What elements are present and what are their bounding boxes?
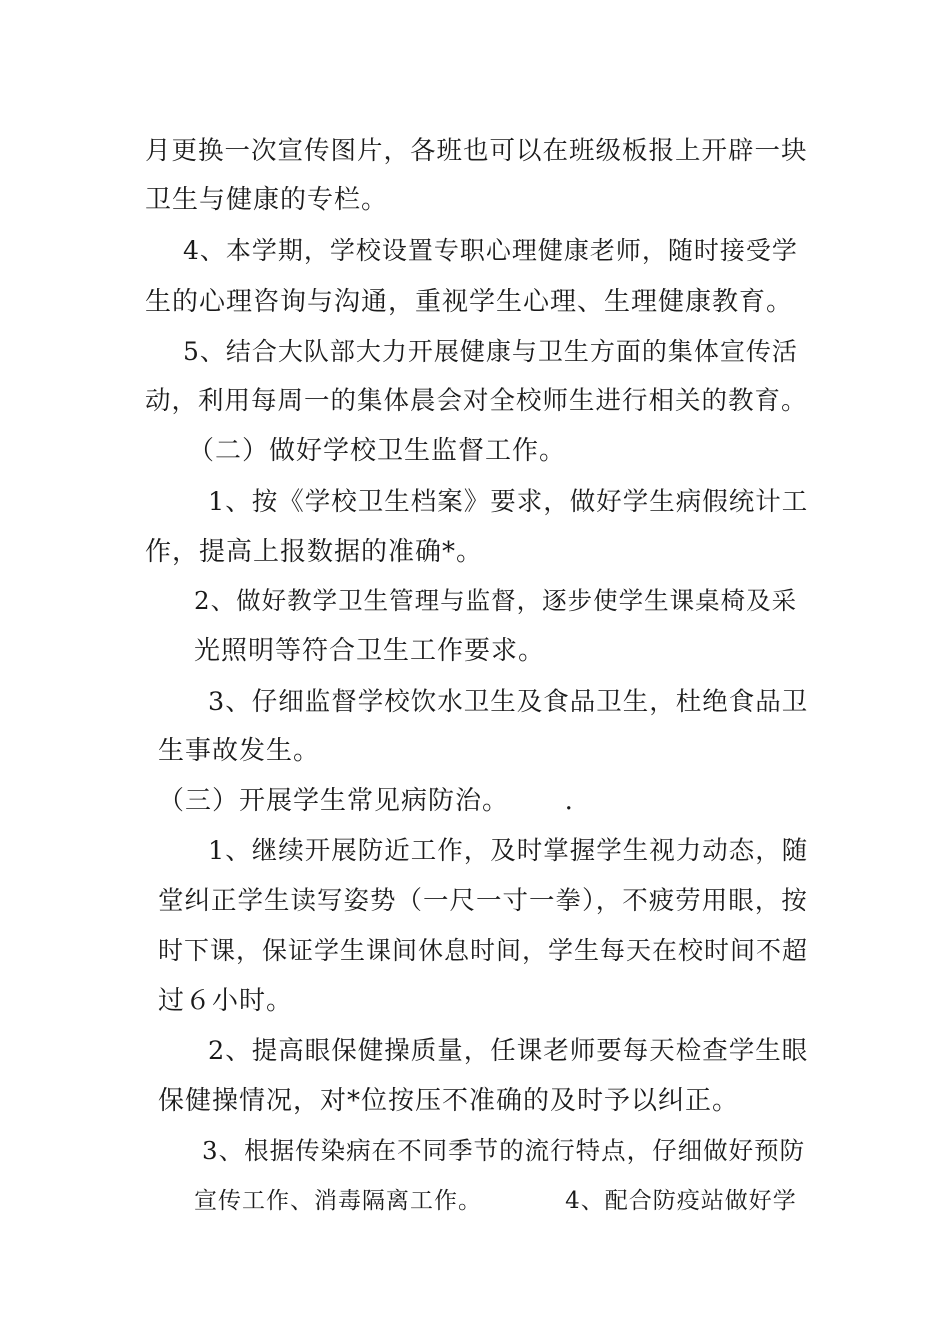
text-line: 3、仔细监督学校饮水卫生及食品卫生，杜绝食品卫 [208, 687, 809, 717]
section-heading: （三）开展学生常见病防治。 . [158, 786, 574, 816]
text-line: 5、结合大队部大力开展健康与卫生方面的集体宣传活 [183, 337, 798, 366]
text-line: 堂纠正学生读写姿势（一尺一寸一拳），不疲劳用眼，按 [158, 886, 808, 916]
text-line: 保健操情况，对*位按压不准确的及时予以纠正。 [158, 1086, 740, 1116]
text-line: 2、做好教学卫生管理与监督，逐步使学生课桌椅及采 [194, 586, 798, 615]
text-line: 作，提高上报数据的准确*。 [145, 537, 484, 567]
text-line: 时下课，保证学生课间休息时间，学生每天在校时间不超 [158, 936, 809, 965]
text-line: 1、继续开展防近工作，及时掌握学生视力动态，随 [208, 836, 809, 866]
text-line: 宣传工作、消毒隔离工作。 4、配合防疫站做好学 [194, 1188, 797, 1214]
text-line: 2、提高眼保健操质量，任课老师要每天检查学生眼 [208, 1036, 809, 1066]
text-line: 3、根据传染病在不同季节的流行特点，仔细做好预防 [202, 1136, 806, 1165]
text-line: 月更换一次宣传图片，各班也可以在班级板报上开辟一块 [145, 136, 808, 166]
text-line: 光照明等符合卫生工作要求。 [194, 636, 546, 666]
text-line: 动，利用每周一的集体晨会对全校师生进行相关的教育。 [145, 386, 808, 416]
text-line: 生的心理咨询与沟通，重视学生心理、生理健康教育。 [145, 287, 794, 317]
text-line: 生事故发生。 [158, 736, 321, 766]
text-line: 1、按《学校卫生档案》要求，做好学生病假统计工 [208, 487, 809, 517]
text-line: 卫生与健康的专栏。 [145, 185, 389, 215]
text-line: 过６小时。 [158, 986, 294, 1016]
text-line: 4、本学期，学校设置专职心理健康老师，随时接受学 [183, 236, 798, 265]
section-heading: （二）做好学校卫生监督工作。 [188, 436, 567, 466]
